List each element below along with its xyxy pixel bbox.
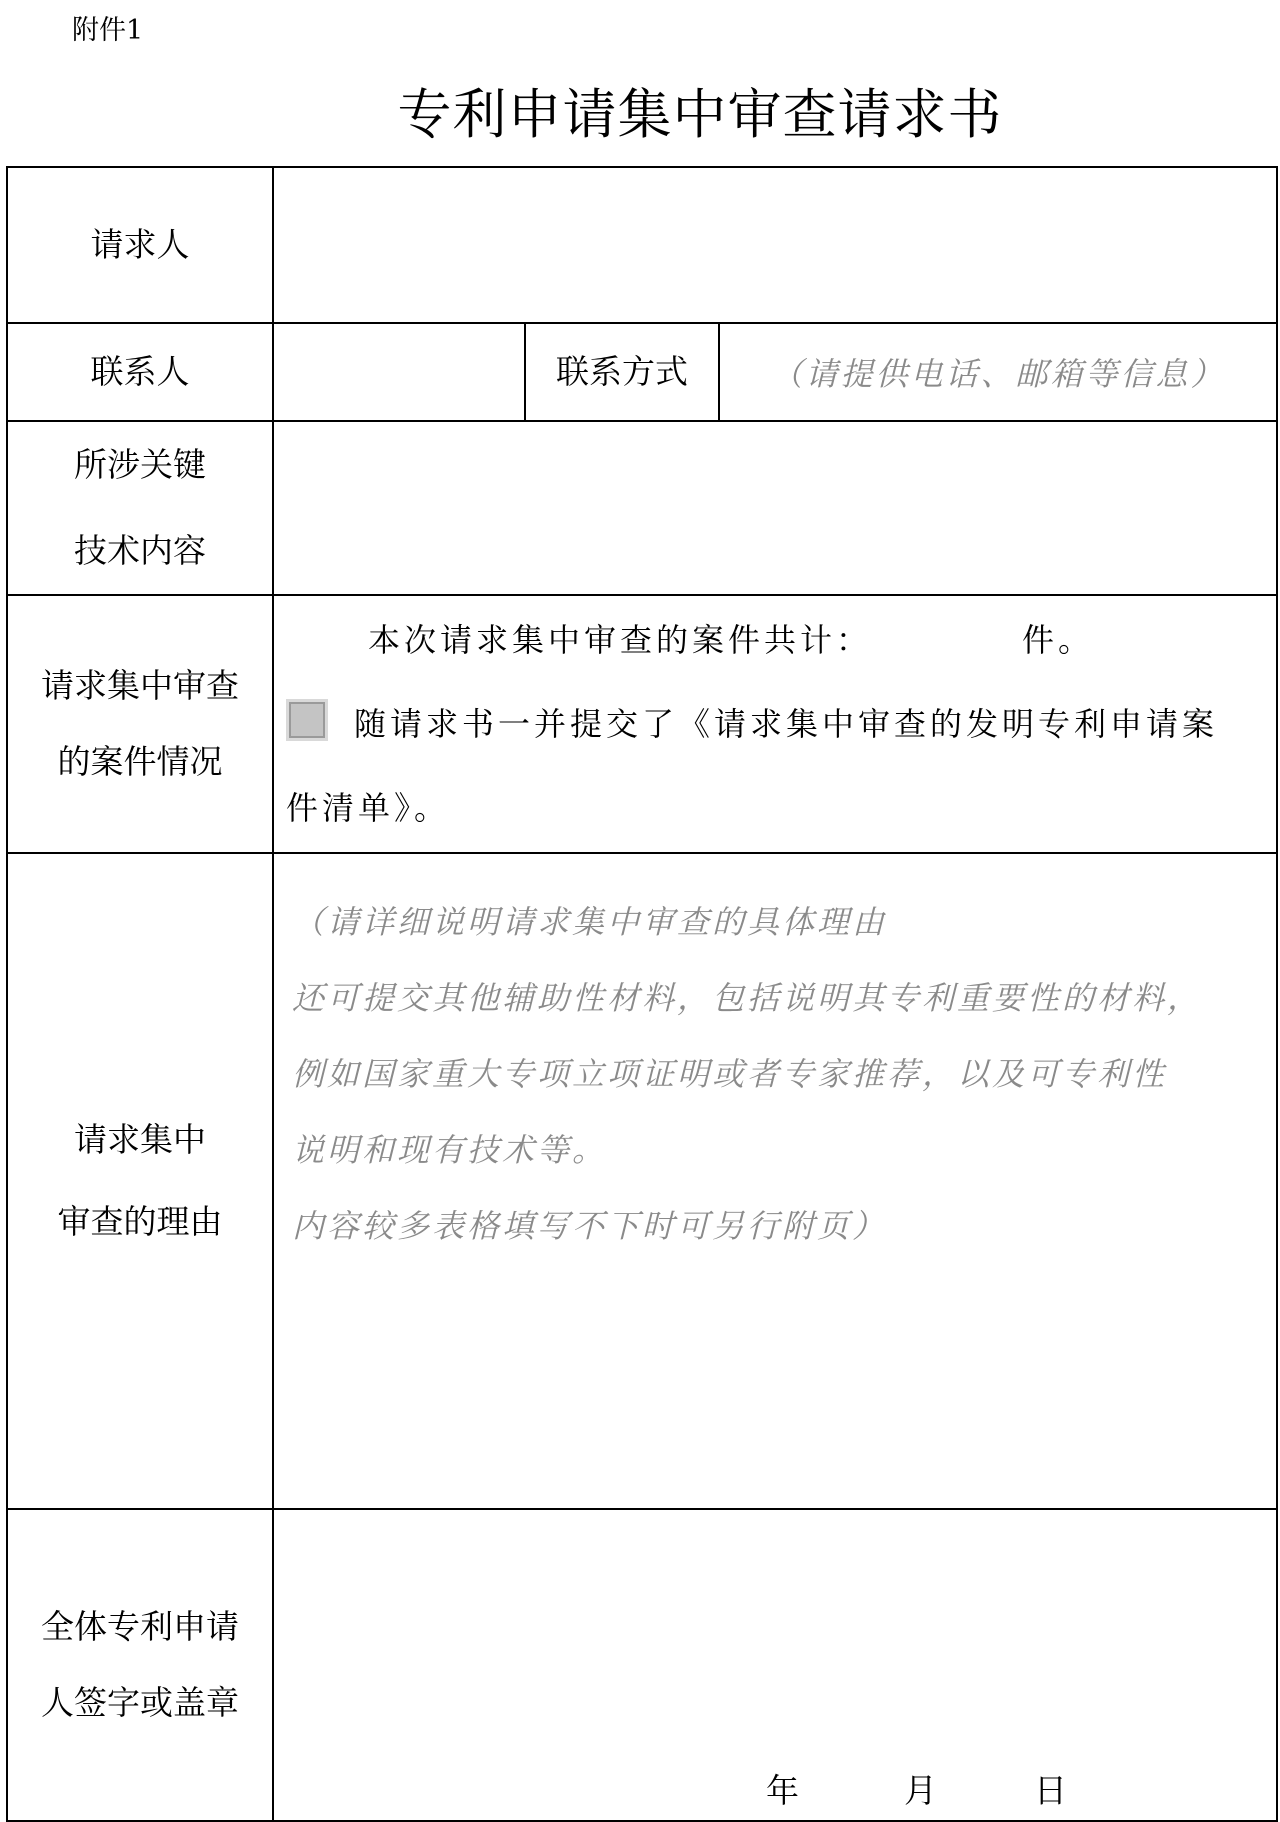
date-day-label: 日 [1034, 1771, 1067, 1810]
case-total-line [286, 598, 1266, 682]
reason-hint-line: 还可提交其他辅助性材料，包括说明其专利重要性的材料， [292, 979, 1203, 1017]
cases-label-line1: 请求集中审查 [41, 666, 239, 705]
contact-field[interactable] [273, 323, 525, 421]
attachment-label: 附件1 [72, 15, 144, 46]
date-year-label: 年 [766, 1771, 799, 1810]
case-checkbox-text: 随请求书一并提交了《请求集中审查的发明专利申请案 [354, 705, 1219, 743]
cases-row [7, 595, 1277, 853]
tech-field[interactable] [273, 421, 1277, 595]
case-total-suffix: 件。 [1022, 621, 1095, 659]
signature-label-line1: 全体专利申请 [41, 1607, 239, 1646]
contact-label: 联系人 [7, 323, 273, 421]
signature-label [7, 1509, 273, 1821]
signature-row [7, 1509, 1277, 1821]
reason-hint-line: 内容较多表格填写不下时可另行附页） [292, 1207, 888, 1245]
requester-label: 请求人 [7, 167, 273, 323]
contact-method-field[interactable] [719, 323, 1277, 421]
case-checkbox-line [286, 682, 1266, 766]
tech-label [7, 421, 273, 595]
date-month-label: 月 [904, 1771, 937, 1810]
reason-hint-line: 例如国家重大专项立项证明或者专家推荐，以及可专利性 [292, 1055, 1168, 1093]
reason-label-line1: 请求集中 [74, 1120, 206, 1159]
requester-row [7, 167, 1277, 323]
contact-method-hint: （请提供电话、邮箱等信息） [770, 355, 1226, 393]
reason-field[interactable] [273, 853, 1277, 1509]
requester-field[interactable] [273, 167, 1277, 323]
cases-label-line2: 的案件情况 [57, 742, 223, 781]
reason-label-line2: 审查的理由 [57, 1202, 223, 1241]
reason-row [7, 853, 1277, 1509]
cases-label [7, 595, 273, 853]
signature-date [766, 1766, 1067, 1816]
reason-hint-line: 说明和现有技术等。 [292, 1131, 608, 1169]
signature-field[interactable] [273, 1509, 1277, 1821]
signature-label-line2: 人签字或盖章 [41, 1683, 239, 1722]
contact-row [7, 323, 1277, 421]
tech-label-line1: 所涉关键 [74, 445, 206, 484]
page-title: 专利申请集中审查请求书 [397, 83, 1003, 146]
cases-field [273, 595, 1277, 853]
reason-label [7, 853, 273, 1509]
case-list-checkbox[interactable] [286, 699, 328, 741]
tech-row [7, 421, 1277, 595]
request-form-table [6, 166, 1278, 1822]
contact-method-label: 联系方式 [525, 323, 719, 421]
case-total-prefix: 本次请求集中审查的案件共计： [368, 621, 873, 659]
reason-hint-line: （请详细说明请求集中审查的具体理由 [292, 903, 888, 941]
case-checkbox-text-cont: 件清单》。 [286, 789, 451, 827]
tech-label-line2: 技术内容 [74, 531, 206, 570]
